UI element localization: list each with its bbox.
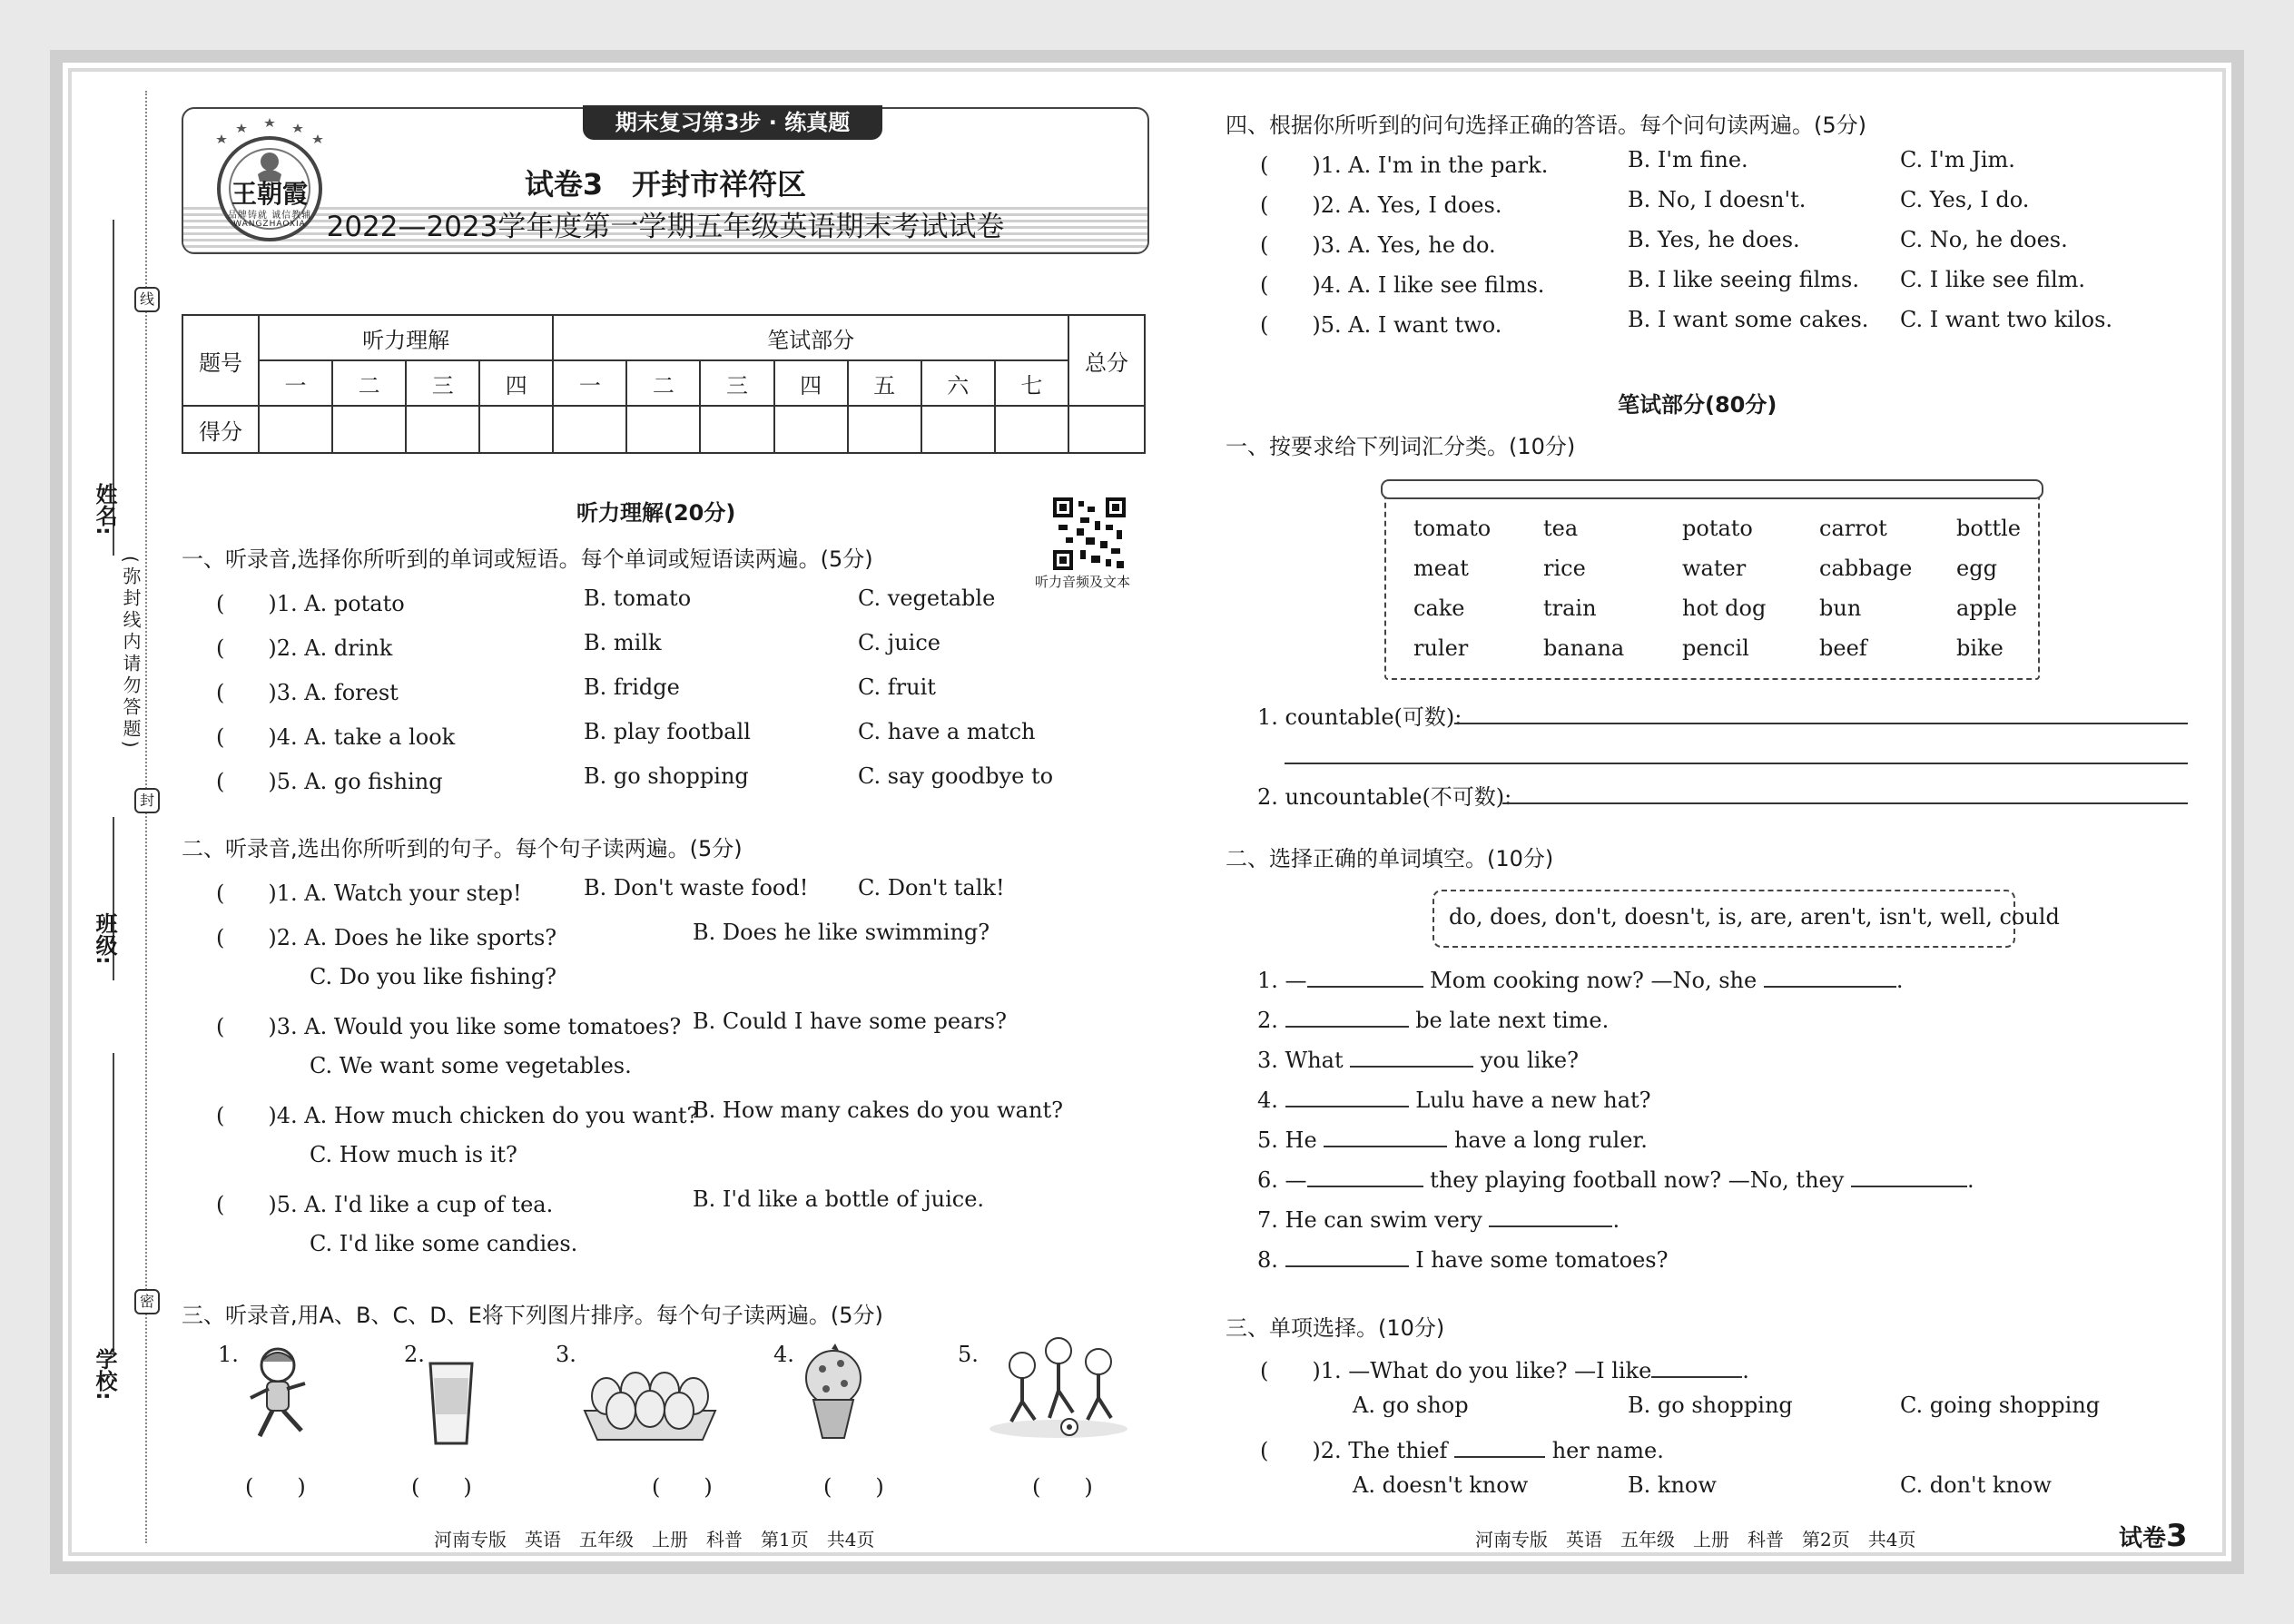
score-cell[interactable]	[995, 406, 1068, 453]
score-cell[interactable]	[1068, 406, 1145, 453]
blank[interactable]	[1350, 1066, 1473, 1068]
blank[interactable]	[1307, 1186, 1423, 1187]
l2-q5-b[interactable]: B. I'd like a bottle of juice.	[693, 1186, 985, 1212]
blank[interactable]	[1454, 1456, 1545, 1458]
l4-q2-c[interactable]: C. Yes, I do.	[1900, 187, 2030, 212]
l2-q2-c[interactable]: C. Do you like fishing?	[310, 964, 557, 989]
word: water	[1682, 556, 1747, 581]
w2-q8-b: I have some tomatoes?	[1415, 1247, 1669, 1273]
school-label: 学校:	[92, 1348, 117, 1401]
blank[interactable]	[1285, 1106, 1409, 1107]
l4-q4-a[interactable]: ( )4. A. I like see films.	[1260, 272, 1545, 298]
l4-q5-c[interactable]: C. I want two kilos.	[1900, 307, 2113, 332]
w3-q2	[1260, 1432, 1664, 1464]
w2-q2-a: 2.	[1257, 1008, 1278, 1033]
l3-num-2: 2.	[404, 1342, 425, 1367]
w2-q1-c: .	[1895, 968, 1904, 993]
w3-q1-end: .	[1742, 1358, 1749, 1383]
footer-left: 河南专版 英语 五年级 上册 科普 第1页 共4页	[434, 1529, 875, 1550]
score-cell[interactable]	[921, 406, 995, 453]
word: ruler	[1413, 635, 1469, 661]
col-l3: 三	[406, 360, 479, 406]
blank[interactable]	[1285, 1026, 1409, 1028]
w2-q1-a: 1. —	[1257, 968, 1307, 993]
score-cell[interactable]	[332, 406, 406, 453]
l3-title: 三、听录音,用A、B、C、D、E将下列图片排序。每个句子读两遍。(5分)	[182, 1303, 883, 1328]
binding-mark-line: 线	[134, 287, 160, 312]
l2-q2-b[interactable]: B. Does he like swimming?	[693, 920, 990, 945]
paper-number: 3	[2166, 1518, 2188, 1554]
w2-title: 二、选择正确的单词填空。(10分)	[1226, 846, 1554, 871]
w2-q1	[1257, 968, 1904, 993]
l2-q1-b[interactable]: B. Don't waste food!	[584, 875, 809, 901]
col-l1: 一	[259, 360, 332, 406]
l2-q4-c[interactable]: C. How much is it?	[310, 1142, 517, 1167]
score-label: 得分	[182, 406, 259, 453]
l3-num-3: 3.	[556, 1342, 576, 1367]
blank[interactable]	[1851, 1186, 1967, 1187]
w3-q2-b[interactable]: B. know	[1628, 1472, 1717, 1498]
header-tag: 期末复习第3步 · 练真题	[583, 105, 882, 140]
name-label: 姓名:	[92, 483, 117, 536]
logo-sub: WANGZHAOXIA	[233, 220, 306, 229]
glass-of-juice-picture	[427, 1360, 476, 1447]
row-label: 题号	[182, 315, 259, 406]
l4-q5-b[interactable]: B. I want some cakes.	[1628, 307, 1869, 332]
score-cell[interactable]	[848, 406, 921, 453]
w2-q4	[1257, 1088, 1651, 1113]
l1-q1-c[interactable]: C. vegetable	[858, 586, 996, 611]
w3-title: 三、单项选择。(10分)	[1226, 1315, 1445, 1341]
l2-q1-c[interactable]: C. Don't talk!	[858, 875, 1005, 901]
word: pencil	[1682, 635, 1749, 661]
word: tea	[1543, 516, 1579, 541]
binding-mark-seal: 封	[134, 788, 160, 813]
countable-answer-line[interactable]	[1454, 723, 2188, 724]
paper-label-text: 试卷	[2119, 1525, 2167, 1552]
blank[interactable]	[1285, 1265, 1409, 1267]
writing-title: 笔试部分(80分)	[1618, 392, 1777, 418]
l3-blank-5[interactable]: ( )	[1032, 1474, 1093, 1500]
score-cell[interactable]	[700, 406, 773, 453]
eggs-picture	[579, 1360, 721, 1443]
ice-cream-picture	[797, 1342, 870, 1442]
countable-answer-line-2[interactable]	[1285, 763, 2188, 764]
l3-num-4: 4.	[773, 1342, 794, 1367]
w3-q2-c[interactable]: C. don't know	[1900, 1472, 2052, 1498]
l4-q1-a[interactable]: ( )1. A. I'm in the park.	[1260, 153, 1549, 178]
l3-blank-4[interactable]: ( )	[823, 1474, 884, 1500]
uncountable-answer-line[interactable]	[1502, 802, 2188, 804]
l3-num-5: 5.	[958, 1342, 979, 1367]
listening-title: 听力理解(20分)	[576, 500, 736, 526]
l2-q4-a[interactable]: ( )4. A. How much chicken do you want?	[216, 1103, 699, 1128]
w3-q1-text[interactable]: ( )1. —What do you like? —I like	[1260, 1358, 1652, 1383]
col-w6: 六	[921, 360, 995, 406]
w3-q1-a[interactable]: A. go shop	[1353, 1393, 1469, 1418]
l4-q3-c[interactable]: C. No, he does.	[1900, 227, 2068, 252]
col-w4: 四	[774, 360, 848, 406]
l2-title: 二、听录音,选出你所听到的句子。每个句子读两遍。(5分)	[182, 836, 743, 861]
l2-q2-a[interactable]: ( )2. A. Does he like sports?	[216, 925, 557, 950]
l1-q1-a[interactable]: ( )1. A. potato	[216, 591, 405, 616]
l4-q2-a[interactable]: ( )2. A. Yes, I does.	[1260, 192, 1502, 218]
w2-q3-b: you like?	[1480, 1048, 1579, 1073]
word: beef	[1819, 635, 1867, 661]
l2-q5-a[interactable]: ( )5. A. I'd like a cup of tea.	[216, 1192, 554, 1217]
w2-q6-a: 6. —	[1257, 1167, 1307, 1193]
word: egg	[1956, 556, 1997, 581]
word: apple	[1956, 595, 2017, 621]
l1-q4-b[interactable]: B. play football	[584, 719, 751, 744]
w2-q4-b: Lulu have a new hat?	[1415, 1088, 1651, 1113]
l2-q4-b[interactable]: B. How many cakes do you want?	[693, 1097, 1063, 1123]
w2-q4-a: 4.	[1257, 1088, 1278, 1113]
blank[interactable]	[1489, 1225, 1612, 1227]
score-cell[interactable]	[406, 406, 479, 453]
paper-label	[2119, 1518, 2188, 1554]
w2-q7-b: .	[1612, 1207, 1620, 1233]
word: carrot	[1819, 516, 1887, 541]
l1-q5-a[interactable]: ( )5. A. go fishing	[216, 769, 443, 794]
l3-num-1: 1.	[218, 1342, 239, 1367]
l3-blank-3[interactable]: ( )	[652, 1474, 713, 1500]
qr-caption: 听力音频及文本	[1035, 574, 1131, 590]
score-cell[interactable]	[553, 406, 626, 453]
l1-q4-c[interactable]: C. have a match	[858, 719, 1036, 744]
w2-q2	[1257, 1008, 1609, 1033]
scroll-top	[1381, 479, 2043, 499]
exam-header	[182, 107, 1149, 254]
col-w5: 五	[848, 360, 921, 406]
col-w7: 七	[995, 360, 1068, 406]
l2-q3-a[interactable]: ( )3. A. Would you like some tomatoes?	[216, 1014, 682, 1039]
l1-q5-c[interactable]: C. say goodbye to	[858, 763, 1054, 789]
l1-q4-a[interactable]: ( )4. A. take a look	[216, 724, 456, 750]
w2-q3	[1257, 1048, 1579, 1073]
l1-q1-b[interactable]: B. tomato	[584, 586, 692, 611]
l1-q2-c[interactable]: C. juice	[858, 630, 940, 655]
l4-q1-b[interactable]: B. I'm fine.	[1628, 147, 1748, 172]
blank[interactable]	[1324, 1146, 1447, 1147]
logo-text: 王朝霞	[231, 179, 308, 209]
w2-q1-b: Mom cooking now? —No, she	[1430, 968, 1757, 993]
word: bun	[1819, 595, 1862, 621]
word: bike	[1956, 635, 2004, 661]
word: tomato	[1413, 516, 1492, 541]
exam-title: 试卷3 开封市祥符区	[524, 167, 807, 202]
l4-q5-a[interactable]: ( )5. A. I want two.	[1260, 312, 1502, 338]
w3-q1-c[interactable]: C. going shopping	[1900, 1393, 2101, 1418]
l1-q3-a[interactable]: ( )3. A. forest	[216, 680, 399, 705]
score-cell[interactable]	[479, 406, 553, 453]
word: cabbage	[1819, 556, 1913, 581]
w2-q6-c: .	[1966, 1167, 1974, 1193]
listening-group-header: 听力理解	[259, 315, 553, 360]
w2-q6-b: they playing football now? —No, they	[1430, 1167, 1845, 1193]
col-w2: 二	[626, 360, 700, 406]
l1-q5-b[interactable]: B. go shopping	[584, 763, 749, 789]
score-table	[182, 314, 1146, 454]
word: bottle	[1956, 516, 2021, 541]
exam-subtitle: 2022—2023学年度第一学期五年级英语期末考试试卷	[326, 211, 1005, 243]
w2-q3-a: 3. What	[1257, 1048, 1344, 1073]
l1-q2-a[interactable]: ( )2. A. drink	[216, 635, 393, 661]
word: train	[1543, 595, 1597, 621]
col-w3: 三	[700, 360, 773, 406]
word: meat	[1413, 556, 1469, 581]
total-header: 总分	[1068, 315, 1145, 406]
w2-q2-b: be late next time.	[1415, 1008, 1610, 1033]
l1-q2-b[interactable]: B. milk	[584, 630, 662, 655]
countable-label: 1. countable(可数):	[1257, 704, 1462, 730]
score-cell[interactable]	[626, 406, 700, 453]
l1-q3-c[interactable]: C. fruit	[858, 674, 936, 700]
l4-q2-b[interactable]: B. No, I doesn't.	[1628, 187, 1807, 212]
l2-q5-c[interactable]: C. I'd like some candies.	[310, 1231, 578, 1256]
w2-q8	[1257, 1247, 1668, 1273]
footer-right: 河南专版 英语 五年级 上册 科普 第2页 共4页	[1475, 1529, 1916, 1550]
score-cell[interactable]	[259, 406, 332, 453]
girl-running-picture	[238, 1342, 320, 1451]
uncountable-label: 2. uncountable(不可数):	[1257, 784, 1512, 810]
word: hot dog	[1682, 595, 1767, 621]
options-text: do, does, don't, doesn't, is, are, aren't, isn't, well, could	[1449, 904, 2060, 930]
blank[interactable]	[1764, 986, 1896, 988]
w2-q5	[1257, 1127, 1648, 1153]
w3-q1-b[interactable]: B. go shopping	[1628, 1393, 1793, 1418]
l4-q3-a[interactable]: ( )3. A. Yes, he do.	[1260, 232, 1496, 258]
blank[interactable]	[1307, 986, 1423, 988]
l2-q1-a[interactable]: ( )1. A. Watch your step!	[216, 881, 522, 906]
w2-q6	[1257, 1167, 1974, 1193]
w3-q2-a[interactable]: A. doesn't know	[1353, 1472, 1529, 1498]
col-w1: 一	[553, 360, 626, 406]
col-l4: 四	[479, 360, 553, 406]
w1-title: 一、按要求给下列词汇分类。(10分)	[1226, 434, 1576, 459]
l2-q3-b[interactable]: B. Could I have some pears?	[693, 1009, 1007, 1034]
w2-q7	[1257, 1207, 1620, 1233]
l4-q3-b[interactable]: B. Yes, he does.	[1628, 227, 1800, 252]
w3-q2-end: her name.	[1551, 1438, 1664, 1463]
w2-q5-b: have a long ruler.	[1453, 1127, 1648, 1153]
logo-motto: 品牌铸就 诚信教辅	[227, 211, 312, 221]
binding-notice: (弥封线内请勿答题)	[120, 556, 142, 752]
writing-group-header: 笔试部分	[553, 315, 1068, 360]
word: banana	[1543, 635, 1625, 661]
binding-mark-close: 密	[134, 1289, 160, 1314]
w2-q7-a: 7. He can swim very	[1257, 1207, 1482, 1233]
l4-q4-b[interactable]: B. I like seeing films.	[1628, 267, 1859, 292]
class-label: 班级:	[92, 912, 117, 965]
word: cake	[1413, 595, 1465, 621]
l4-title: 四、根据你所听到的问句选择正确的答语。每个问句读两遍。(5分)	[1226, 113, 1866, 138]
l4-q4-c[interactable]: C. I like see film.	[1900, 267, 2086, 292]
word: rice	[1543, 556, 1586, 581]
blank[interactable]	[1651, 1376, 1742, 1378]
w2-q5-a: 5. He	[1257, 1127, 1317, 1153]
l2-q3-c[interactable]: C. We want some vegetables.	[310, 1053, 632, 1078]
w3-q1	[1260, 1353, 1749, 1384]
w2-q8-a: 8.	[1257, 1247, 1278, 1273]
l3-blank-2[interactable]: ( )	[411, 1474, 472, 1500]
w3-q2-text[interactable]: ( )2. The thief	[1260, 1438, 1448, 1463]
l1-title: 一、听录音,选择你所听到的单词或短语。每个单词或短语读两遍。(5分)	[182, 546, 873, 572]
col-l2: 二	[332, 360, 406, 406]
l4-q1-c[interactable]: C. I'm Jim.	[1900, 147, 2015, 172]
qr-code-icon[interactable]	[1053, 497, 1126, 570]
l3-blank-1[interactable]: ( )	[245, 1474, 306, 1500]
kids-playing-football-picture	[986, 1334, 1131, 1442]
score-cell[interactable]	[774, 406, 848, 453]
word: potato	[1682, 516, 1753, 541]
l1-q3-b[interactable]: B. fridge	[584, 674, 680, 700]
school-line	[113, 1053, 114, 1353]
